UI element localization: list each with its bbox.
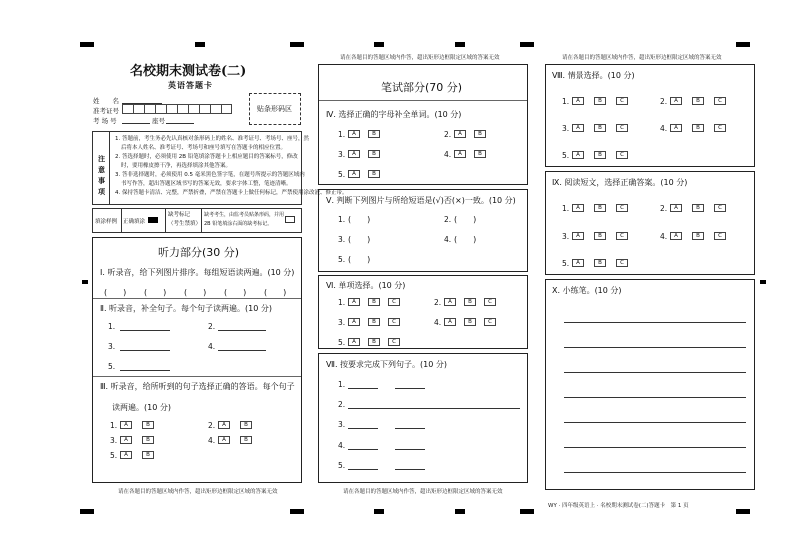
item-num: 4.	[444, 150, 452, 159]
answer-paren[interactable]: ( )	[184, 288, 207, 297]
notes-text	[115, 135, 348, 198]
item-num: 2.	[434, 298, 442, 307]
option-a[interactable]: A	[572, 151, 584, 159]
answer-paren[interactable]: ( )	[348, 255, 371, 264]
seat-label: 考 场 号	[93, 117, 117, 125]
timing-mark	[520, 509, 534, 514]
item-num: 4.	[660, 124, 668, 133]
option-b[interactable]: B	[464, 318, 476, 326]
option-b[interactable]: B	[474, 130, 486, 138]
timing-mark	[520, 42, 534, 47]
option-a[interactable]: A	[120, 421, 132, 429]
divider	[93, 376, 301, 377]
seat-field[interactable]	[122, 123, 150, 124]
listening-title: 听力部分(30 分)	[158, 246, 240, 259]
option-b[interactable]: B	[240, 421, 252, 429]
note-line: 后将本人姓名、准考证号、考场号和座号填写在答题卡的相应位置。	[121, 145, 287, 151]
item-num: 2.	[444, 215, 452, 224]
writing-line[interactable]	[564, 397, 746, 398]
barcode-label: 贴条形码区	[257, 105, 292, 113]
answer-line[interactable]	[395, 428, 425, 429]
option-b[interactable]: B	[594, 259, 606, 267]
written-q6: Ⅵ. 单项选择。(10 分)	[326, 281, 406, 290]
option-c[interactable]: C	[484, 318, 496, 326]
option-c[interactable]: C	[616, 97, 628, 105]
option-b[interactable]: B	[142, 436, 154, 444]
writing-line[interactable]	[564, 322, 746, 323]
timing-mark	[290, 509, 304, 514]
item-num: 3.	[562, 232, 570, 241]
option-b[interactable]: B	[692, 204, 704, 212]
option-a[interactable]: A	[348, 298, 360, 306]
written-q9: Ⅸ. 阅读短文，选择正确答案。(10 分)	[552, 178, 688, 187]
answer-paren[interactable]: ( )	[144, 288, 167, 297]
answer-line[interactable]	[348, 388, 378, 389]
timing-mark	[80, 509, 94, 514]
item-num: 5.	[338, 338, 346, 347]
answer-line[interactable]	[348, 449, 378, 450]
option-c[interactable]: C	[616, 259, 628, 267]
option-a[interactable]: A	[572, 97, 584, 105]
option-a[interactable]: A	[572, 204, 584, 212]
option-c[interactable]: C	[616, 204, 628, 212]
item-num: 2.	[660, 97, 668, 106]
timing-mark	[760, 280, 766, 284]
option-b[interactable]: B	[692, 124, 704, 132]
item-num: 1.	[338, 380, 346, 389]
option-b[interactable]: B	[594, 97, 606, 105]
page-footer: 请在各题目的答题区域内作答，超出矩形边框限定区域的答案无效	[118, 489, 278, 495]
writing-line[interactable]	[564, 447, 746, 448]
item-num: 2.	[208, 421, 216, 430]
answer-line[interactable]	[348, 408, 520, 409]
option-b[interactable]: B	[594, 124, 606, 132]
answer-line[interactable]	[218, 350, 266, 351]
option-a[interactable]: A	[572, 259, 584, 267]
fill-example-label: 填涂样例	[95, 219, 118, 225]
absent-title: 缺考标记	[168, 212, 191, 218]
item-num: 3.	[108, 342, 116, 351]
answer-paren[interactable]: ( )	[348, 215, 371, 224]
item-num: 1.	[562, 97, 570, 106]
option-b[interactable]: B	[142, 421, 154, 429]
timing-mark	[374, 42, 384, 47]
item-num: 1.	[338, 215, 346, 224]
item-num: 1.	[562, 204, 570, 213]
exam-title: 名校期末测试卷(二)	[130, 64, 247, 79]
page-footer: 请在各题目的答题区域内作答，超出矩形边框限定区域的答案无效	[343, 489, 503, 495]
answer-line[interactable]	[120, 370, 170, 371]
timing-mark	[82, 280, 88, 284]
item-num: 3.	[562, 124, 570, 133]
barcode-area	[249, 93, 301, 125]
item-num: 5.	[110, 451, 118, 460]
listening-q2: Ⅱ. 听录音，补全句子。每个句子读两遍。(10 分)	[100, 304, 272, 313]
note-line: 1. 答题前，考生务必先认真核对条形码上的姓名、准考证号、考场号、座号，然	[115, 136, 309, 142]
option-b[interactable]: B	[368, 298, 380, 306]
option-c[interactable]: C	[714, 204, 726, 212]
option-a[interactable]: A	[444, 318, 456, 326]
written-q5: Ⅴ. 判断下列图片与所给短语是(√)否(×)一致。(10 分)	[326, 196, 516, 205]
answer-line[interactable]	[395, 449, 425, 450]
item-num: 5.	[108, 362, 116, 371]
option-a[interactable]: A	[348, 318, 360, 326]
item-num: 3.	[338, 318, 346, 327]
item-num: 5.	[562, 151, 570, 160]
fill-example-box	[92, 208, 302, 233]
q7-panel	[318, 353, 528, 483]
option-b[interactable]: B	[594, 151, 606, 159]
item-num: 3.	[338, 150, 346, 159]
q10-panel	[545, 279, 755, 490]
answer-line[interactable]	[348, 469, 378, 470]
option-a[interactable]: A	[348, 338, 360, 346]
divider	[319, 100, 527, 101]
option-c[interactable]: C	[714, 124, 726, 132]
option-a[interactable]: A	[572, 232, 584, 240]
note-line: 书写作答，超出答题区域书写的答案无效，要求字体工整，笔迹清晰。	[121, 181, 292, 187]
written-q8: Ⅷ. 情景选择。(10 分)	[552, 71, 635, 80]
written-title: 笔试部分(70 分)	[381, 81, 463, 94]
option-a[interactable]: A	[348, 170, 360, 178]
item-num: 5.	[338, 461, 346, 470]
page-header: 请在各题目的答题区域内作答，超出矩形边框限定区域的答案无效	[340, 55, 500, 61]
option-a[interactable]: A	[444, 298, 456, 306]
option-b[interactable]: B	[368, 170, 380, 178]
item-num: 4.	[660, 232, 668, 241]
item-num: 4.	[444, 235, 452, 244]
item-num: 4.	[338, 441, 346, 450]
item-num: 2.	[338, 400, 346, 409]
option-a[interactable]: A	[348, 150, 360, 158]
item-num: 5.	[338, 255, 346, 264]
listening-q3-cont: 读两遍。(10 分)	[112, 403, 171, 412]
answer-line[interactable]	[120, 330, 170, 331]
option-a[interactable]: A	[670, 97, 682, 105]
option-b[interactable]: B	[368, 130, 380, 138]
option-b[interactable]: B	[594, 204, 606, 212]
option-b[interactable]: B	[594, 232, 606, 240]
option-a[interactable]: A	[454, 130, 466, 138]
filled-box-icon	[148, 217, 158, 223]
option-b[interactable]: B	[142, 451, 154, 459]
answer-line[interactable]	[218, 330, 266, 331]
exam-id-label: 准考证号	[93, 107, 119, 115]
exam-subtitle: 英语答题卡	[168, 80, 213, 90]
absent-sub: （考生禁填）	[168, 221, 202, 227]
seat-no-field[interactable]	[166, 123, 194, 124]
option-c[interactable]: C	[388, 318, 400, 326]
option-b[interactable]: B	[464, 298, 476, 306]
item-num: 2.	[444, 130, 452, 139]
exam-id-grid[interactable]	[122, 104, 232, 114]
item-num: 3.	[338, 235, 346, 244]
option-a[interactable]: A	[218, 436, 230, 444]
listening-q1: Ⅰ. 听录音，给下列图片排序。每组短语读两遍。(10 分)	[100, 268, 295, 277]
absent-mark-box[interactable]	[285, 216, 295, 223]
option-a[interactable]: A	[348, 130, 360, 138]
item-num: 4.	[208, 436, 216, 445]
writing-line[interactable]	[564, 422, 746, 423]
timing-mark	[195, 42, 205, 47]
option-c[interactable]: C	[616, 151, 628, 159]
answer-line[interactable]	[348, 428, 378, 429]
page-header: 请在各题目的答题区域内作答，超出矩形边框限定区域的答案无效	[562, 55, 722, 61]
absent-label	[168, 211, 201, 229]
option-a[interactable]: A	[670, 124, 682, 132]
absent-note-line: 缺考考生，由监考员贴条形码，并用	[204, 212, 285, 218]
timing-mark	[736, 42, 750, 47]
answer-paren[interactable]: ( )	[104, 288, 127, 297]
option-a[interactable]: A	[670, 232, 682, 240]
option-c[interactable]: C	[388, 338, 400, 346]
written-q7: Ⅶ. 按要求完成下列句子。(10 分)	[326, 360, 448, 369]
timing-mark	[374, 509, 384, 514]
option-a[interactable]: A	[120, 436, 132, 444]
item-num: 4.	[208, 342, 216, 351]
note-line: 3. 答非选择题时，必须使用 0.5 毫米黑色签字笔，在题号所提示的答题区域内	[115, 172, 305, 178]
answer-paren[interactable]: ( )	[348, 235, 371, 244]
option-a[interactable]: A	[120, 451, 132, 459]
timing-mark	[290, 42, 304, 47]
written-q10: Ⅹ. 小练笔。(10 分)	[552, 286, 622, 295]
answer-paren[interactable]: ( )	[454, 235, 477, 244]
written-q4: Ⅳ. 选择正确的字母补全单词。(10 分)	[326, 110, 462, 119]
note-line: 2. 答选择题时，必须使用 2B 铅笔填涂答题卡上相应题目的答案标号，修改	[115, 154, 298, 160]
timing-mark	[80, 42, 94, 47]
divider	[93, 298, 301, 299]
answer-line[interactable]	[395, 388, 425, 389]
option-a[interactable]: A	[572, 124, 584, 132]
option-c[interactable]: C	[616, 232, 628, 240]
option-a[interactable]: A	[670, 204, 682, 212]
note-line: 时，要用橡皮擦干净，再选择填涂其他答案。	[121, 163, 232, 169]
timing-mark	[455, 42, 465, 47]
answer-paren[interactable]: ( )	[224, 288, 247, 297]
notes-box	[92, 131, 348, 205]
name-label: 姓 名	[93, 97, 119, 105]
option-c[interactable]: C	[616, 124, 628, 132]
item-num: 1.	[338, 130, 346, 139]
option-b[interactable]: B	[692, 232, 704, 240]
option-b[interactable]: B	[692, 97, 704, 105]
option-c[interactable]: C	[714, 232, 726, 240]
option-c[interactable]: C	[714, 97, 726, 105]
timing-mark	[736, 509, 750, 514]
listening-q3: Ⅲ. 听录音，给所听到的句子选择正确的答语。每个句子	[100, 382, 295, 391]
option-b[interactable]: B	[368, 338, 380, 346]
correct-fill-label: 正确填涂	[123, 219, 146, 225]
option-b[interactable]: B	[368, 318, 380, 326]
item-num: 5.	[562, 259, 570, 268]
answer-paren[interactable]: ( )	[454, 215, 477, 224]
notes-label: 注意事项	[98, 155, 105, 196]
note-line: 4. 保持答题卡清洁、完整，严禁折叠，严禁在答题卡上做任何标记，严禁使用涂改液、修正带。	[115, 190, 348, 196]
footer-credit: WY · 四年级英语上 · 名校期末测试卷(二)答题卡 第 1 页	[548, 503, 689, 509]
item-num: 5.	[338, 170, 346, 179]
timing-mark	[455, 509, 465, 514]
option-b[interactable]: B	[474, 150, 486, 158]
item-num: 1.	[108, 322, 116, 331]
writing-line[interactable]	[564, 472, 746, 473]
absent-note-line: 2B 铅笔填涂右面的缺考标记。	[204, 221, 273, 227]
option-a[interactable]: A	[218, 421, 230, 429]
option-a[interactable]: A	[454, 150, 466, 158]
option-c[interactable]: C	[484, 298, 496, 306]
item-num: 1.	[110, 421, 118, 430]
item-num: 2.	[660, 204, 668, 213]
absent-note	[204, 211, 284, 229]
option-b[interactable]: B	[368, 150, 380, 158]
option-c[interactable]: C	[388, 298, 400, 306]
answer-paren[interactable]: ( )	[264, 288, 287, 297]
seat-no-label: 座号	[152, 117, 165, 125]
item-num: 1.	[338, 298, 346, 307]
option-b[interactable]: B	[240, 436, 252, 444]
item-num: 3.	[338, 420, 346, 429]
writing-line[interactable]	[564, 372, 746, 373]
item-num: 4.	[434, 318, 442, 327]
answer-line[interactable]	[120, 350, 170, 351]
item-num: 3.	[110, 436, 118, 445]
item-num: 2.	[208, 322, 216, 331]
writing-line[interactable]	[564, 347, 746, 348]
answer-line[interactable]	[395, 469, 425, 470]
